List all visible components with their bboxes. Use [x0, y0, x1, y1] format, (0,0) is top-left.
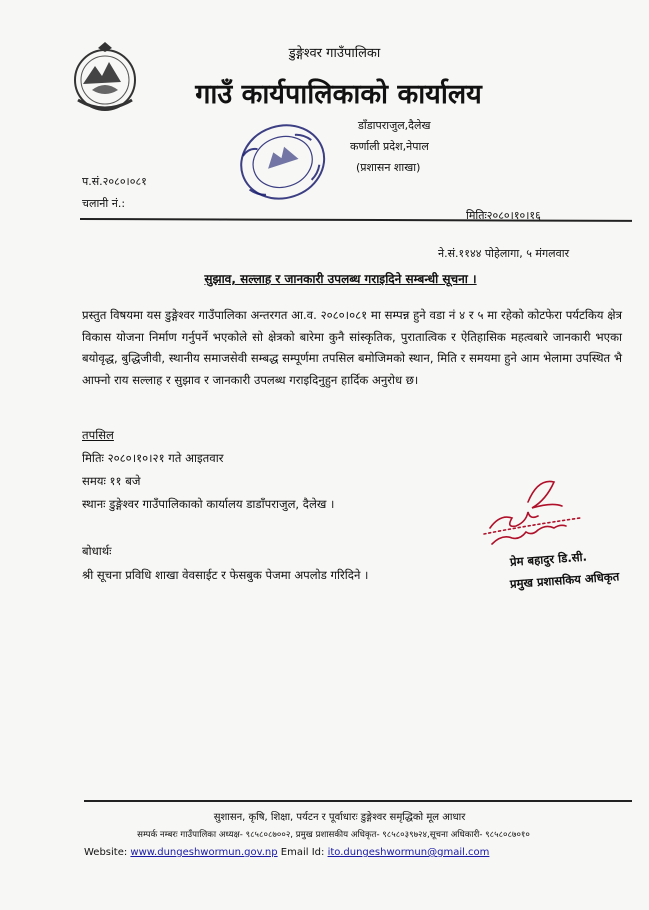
tapasil-time: समयः ११ बजे: [82, 474, 141, 488]
address-line-2: कर्णाली प्रदेश,नेपाल: [350, 140, 429, 153]
email-link[interactable]: ito.dungeshwormun@gmail.com: [327, 847, 490, 858]
letter-date: मितिः२०८०।१०।१६: [466, 209, 541, 222]
body-paragraph: प्रस्तुत विषयमा यस डुङ्गेश्वर गाउँपालिका अन्तरगत आ.व. २०८०।०८१ मा सम्पन्न हुने वडा नं ४ र ५ मा रहेको कोटफेरा पर्यटकिय क्षेत्र विकास योजना निर्माण गर्नुपर्ने भएकोले सो क्षेत्रको बारेमा कुनै सांस्कृतिक, पुरातात्विक र ऐतिहासिक महत्वबारे जानकारी भएका बयोवृद्ध, बुद्धिजीवी, स्थानीय समाजसेवी सम्बद्ध सम्पूर्णमा तपसिल बमोजिमको स्थान, मिति र समयमा हुने आम भेलामा उपस्थित भै आफ्नो राय सल्लाह र सुझाव र जानकारी उपलब्ध गराइदिनुहुन हार्दिक अनुरोध छ।: [82, 308, 622, 387]
header-divider: [80, 218, 632, 222]
address-line-1: डाँडापराजुल,दैलेख: [358, 119, 431, 132]
dispatch-number: चलानी नं.:: [82, 197, 126, 210]
signature-icon: [478, 462, 588, 558]
signatory-title: प्रमुख प्रशासकिय अधिकृत: [509, 569, 620, 591]
nepal-era-date: ने.सं.११४४ पोहेलागा, ५ मंगलवार: [438, 247, 570, 260]
footer-contact: सम्पर्क नम्बरः गाउँपालिका अध्यक्ष- ९८५८०८७००२, प्रमुख प्रशासकीय अधिकृत- ९८५८०३९७२४,सूचना अधिकारी- ९८५८०८७०१०: [137, 830, 530, 840]
website-link[interactable]: www.dungeshwormun.gov.np: [130, 847, 278, 858]
reference-number: प.सं.२०८०।०८१: [82, 175, 147, 188]
website-label: Website:: [84, 847, 128, 858]
footer-slogan: सुशासन, कृषि, शिक्षा, पर्यटन र पूर्वाधारः डुङ्गेश्वर समृद्धिको मूल आधार: [213, 812, 466, 823]
signatory-name: प्रेम बहादुर डि.सी.: [509, 549, 588, 569]
footer-web-line: [84, 847, 489, 858]
tapasil-heading: तपसिल: [82, 428, 114, 442]
tapasil-place: स्थानः डुङ्गेश्वर गाउँपालिकाको कार्यालय डाडाँपराजुल, दैलेख ।: [82, 497, 335, 511]
footer-divider: [84, 800, 632, 802]
office-stamp-icon: [225, 116, 353, 208]
address-line-3: (प्रशासन शाखा): [356, 161, 421, 174]
bodhartha-heading: बोधार्थः: [82, 544, 112, 558]
office-name: डुङ्गेश्वर गाउँपालिका: [288, 46, 381, 61]
office-title: गाउँ कार्यपालिकाको कार्यालय: [195, 79, 482, 110]
tapasil-date: मितिः २०८०।१०।२१ गते आइतवार: [82, 451, 224, 465]
email-label: Email Id:: [280, 847, 325, 858]
subject-line: सुझाव, सल्लाह र जानकारी उपलब्ध गराइदिने सम्बन्धी सूचना ।: [204, 272, 477, 286]
bodhartha-line: श्री सूचना प्रविधि शाखा वेवसाईट र फेसबुक पेजमा अपलोड गरिदिने ।: [82, 568, 369, 582]
